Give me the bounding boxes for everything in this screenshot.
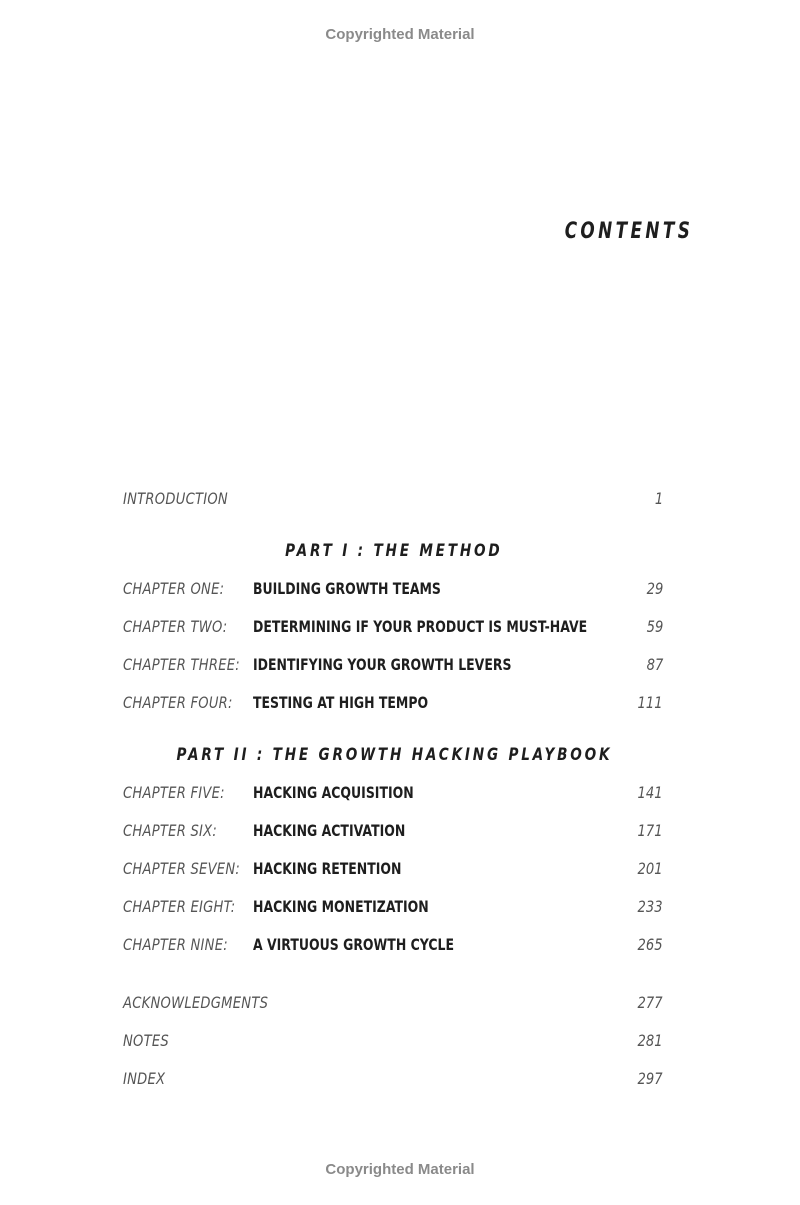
- toc-chapter-one: [123, 579, 663, 603]
- chapter-label: CHAPTER FIVE:: [123, 783, 225, 802]
- chapter-title: A VIRTUOUS GROWTH CYCLE: [253, 935, 454, 954]
- chapter-title: HACKING MONETIZATION: [253, 897, 429, 916]
- chapter-page: 233: [637, 897, 663, 916]
- chapter-page: 29: [646, 579, 663, 598]
- toc-entry-notes: [123, 1031, 663, 1055]
- header-copyright-notice: Copyrighted Material: [325, 26, 475, 43]
- toc-chapter-four: [123, 693, 663, 717]
- toc-chapter-eight: [123, 897, 663, 921]
- toc-entry-page: 281: [637, 1031, 663, 1050]
- part-two-heading-text: PART II : THE GROWTH HACKING PLAYBOOK: [176, 745, 612, 765]
- toc-entry-page: 297: [637, 1069, 663, 1088]
- toc-chapter-three: [123, 655, 663, 679]
- chapter-label: CHAPTER EIGHT:: [123, 897, 236, 916]
- footer-copyright-notice: Copyrighted Material: [325, 1161, 475, 1178]
- chapter-page: 265: [637, 935, 663, 954]
- toc-entry-label: INTRODUCTION: [123, 489, 228, 508]
- chapter-title: IDENTIFYING YOUR GROWTH LEVERS: [253, 655, 512, 674]
- toc-entry-introduction: [123, 489, 663, 513]
- chapter-page: 141: [637, 783, 663, 802]
- chapter-title: DETERMINING IF YOUR PRODUCT IS MUST-HAVE: [253, 617, 588, 636]
- chapter-title: HACKING ACQUISITION: [253, 783, 414, 802]
- chapter-title: TESTING AT HIGH TEMPO: [253, 693, 429, 712]
- part-one-heading: [0, 541, 788, 561]
- toc-entry-label: NOTES: [123, 1031, 170, 1050]
- toc-chapter-two: [123, 617, 663, 641]
- chapter-label: CHAPTER FOUR:: [123, 693, 233, 712]
- chapter-label: CHAPTER TWO:: [123, 617, 228, 636]
- chapter-page: 87: [646, 655, 663, 674]
- toc-entry-label: ACKNOWLEDGMENTS: [123, 993, 269, 1012]
- chapter-page: 59: [646, 617, 663, 636]
- toc-chapter-nine: [123, 935, 663, 959]
- chapter-title: HACKING RETENTION: [253, 859, 402, 878]
- chapter-label: CHAPTER ONE:: [123, 579, 225, 598]
- toc-entry-index: [123, 1069, 663, 1093]
- toc-entry-page: 277: [637, 993, 663, 1012]
- toc-entry-acknowledgments: [123, 993, 663, 1017]
- toc-chapter-six: [123, 821, 663, 845]
- chapter-label: CHAPTER THREE:: [123, 655, 240, 674]
- chapter-title: HACKING ACTIVATION: [253, 821, 406, 840]
- chapter-label: CHAPTER SIX:: [123, 821, 218, 840]
- part-two-heading: [0, 745, 788, 765]
- toc-entry-page: 1: [654, 489, 663, 508]
- toc-entry-label: INDEX: [123, 1069, 166, 1088]
- chapter-label: CHAPTER SEVEN:: [123, 859, 241, 878]
- chapter-label: CHAPTER NINE:: [123, 935, 228, 954]
- chapter-title: BUILDING GROWTH TEAMS: [253, 579, 441, 598]
- chapter-page: 201: [637, 859, 663, 878]
- part-one-heading-text: PART I : THE METHOD: [285, 541, 503, 561]
- toc-chapter-seven: [123, 859, 663, 883]
- contents-title: CONTENTS: [564, 219, 693, 244]
- chapter-page: 111: [637, 693, 663, 712]
- toc-chapter-five: [123, 783, 663, 807]
- chapter-page: 171: [637, 821, 663, 840]
